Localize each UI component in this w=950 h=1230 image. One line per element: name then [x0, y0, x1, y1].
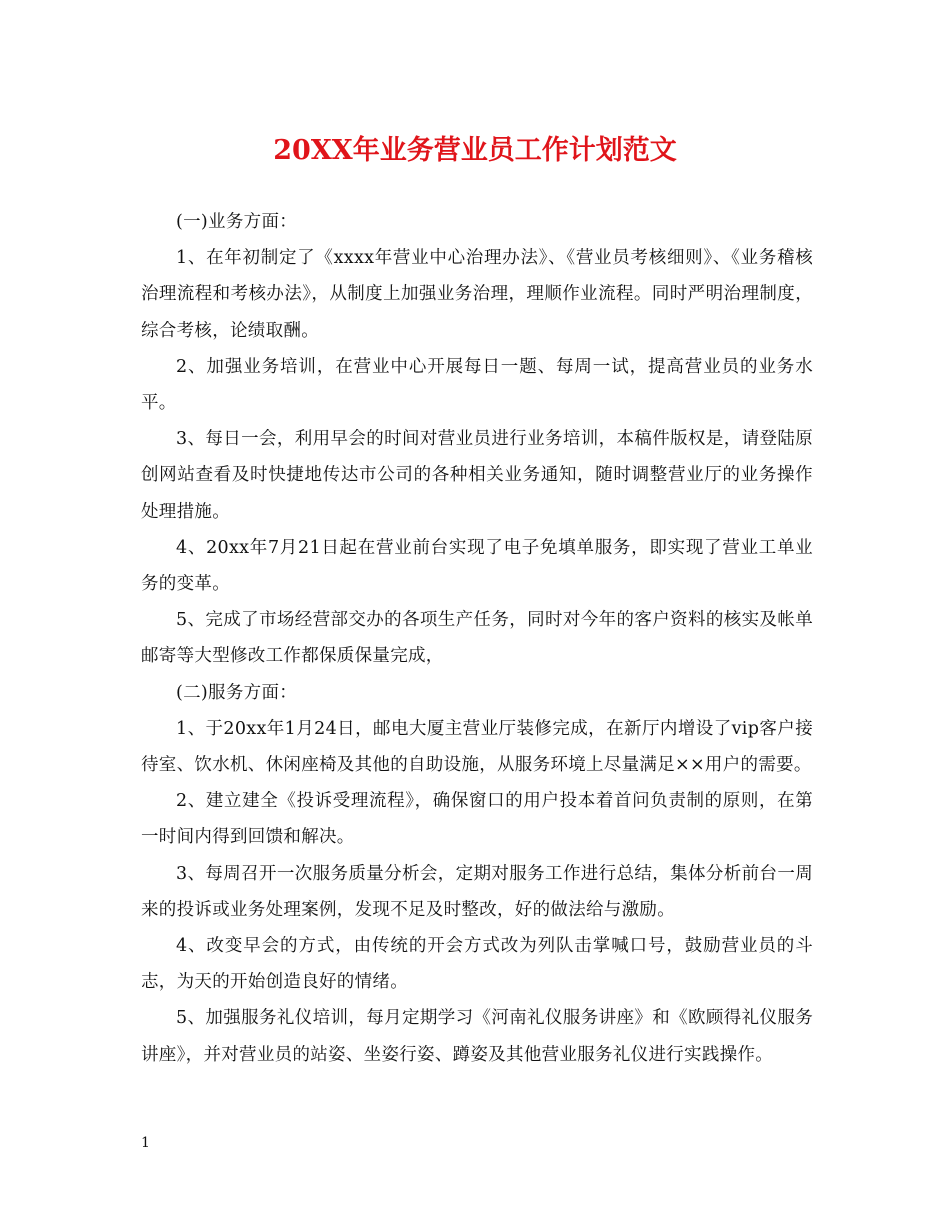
- paragraph: 3、每周召开一次服务质量分析会，定期对服务工作进行总结，集体分析前台一周来的投诉或业务处理案例，发现不足及时整改，好的做法给与激励。: [141, 863, 813, 920]
- paragraph: 4、改变早会的方式，由传统的开会方式改为列队击掌喊口号，鼓励营业员的斗志，为天的开始创造良好的情绪。: [141, 936, 813, 993]
- document-body: [141, 204, 813, 1073]
- paragraph: 5、完成了市场经营部交办的各项生产任务，同时对今年的客户资料的核实及帐单邮寄等大型修改工作都保质保量完成，: [141, 610, 813, 667]
- page-number: 1: [141, 1135, 150, 1151]
- paragraph: 4、20xx年7月21日起在营业前台实现了电子免填单服务，即实现了营业工单业务的变革。: [141, 537, 813, 595]
- paragraph: 2、加强业务培训，在营业中心开展每日一题、每周一试，提高营业员的业务水平。: [141, 356, 813, 414]
- section-heading-service: (二)服务方面：: [176, 682, 298, 703]
- paragraph: 1、在年初制定了《xxxx年营业中心治理办法》、《营业员考核细则》、《业务稽核治理流程和考核办法》，从制度上加强业务治理，理顺作业流程。同时严明治理制度，综合考核，论绩取酬。: [141, 248, 813, 341]
- section-heading-business: (一)业务方面：: [176, 212, 298, 232]
- paragraph: 5、加强服务礼仪培训，每月定期学习《河南礼仪服务讲座》和《欧顾得礼仪服务讲座》，并对营业员的站姿、坐姿行姿、蹲姿及其他营业服务礼仪进行实践操作。: [141, 1008, 813, 1065]
- paragraph: 1、于20xx年1月24日，邮电大厦主营业厅装修完成，在新厅内增设了vip客户接待室、饮水机、休闲座椅及其他的自助设施，从服务环境上尽量满足××用户的需要。: [141, 718, 813, 776]
- paragraph: 3、每日一会，利用早会的时间对营业员进行业务培训，本稿件版权是，请登陆原创网站查看及时快捷地传达市公司的各种相关业务通知，随时调整营业厅的业务操作处理措施。: [141, 429, 813, 522]
- paragraph: 2、建立建全《投诉受理流程》，确保窗口的用户投本着首问负责制的原则，在第一时间内得到回馈和解决。: [141, 791, 813, 848]
- document-title: 20XX年业务营业员工作计划范文: [273, 135, 677, 166]
